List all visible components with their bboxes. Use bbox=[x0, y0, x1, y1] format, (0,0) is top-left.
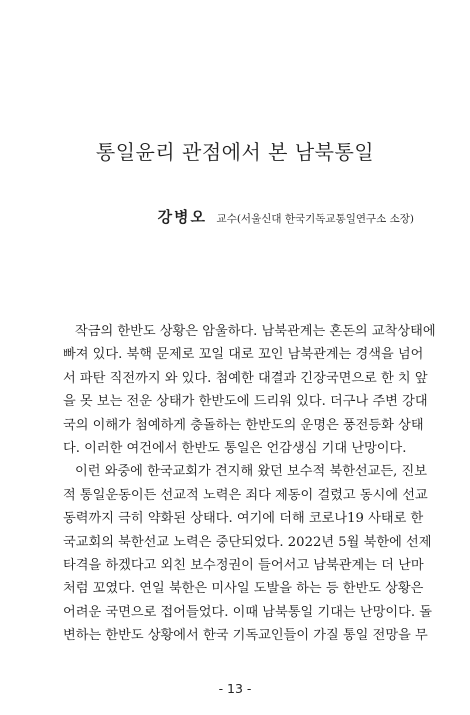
text-line: 변하는 한반도 상황에서 한국 기독교인들이 가질 통일 전망을 무 bbox=[63, 628, 428, 644]
author-name: 강병오 bbox=[157, 208, 208, 226]
text-line: 타격을 하겠다고 외친 보수정권이 들어서고 남북관계는 더 난마 bbox=[63, 558, 424, 574]
text-line: 작금의 한반도 상황은 암울하다. 남북관계는 혼돈의 교착상태에 bbox=[75, 324, 436, 339]
text-line: 국교회의 북한선교 노력은 중단되었다. 2022년 5월 북한에 선제 bbox=[63, 534, 432, 550]
page-title: 통일윤리 관점에서 본 남북통일 bbox=[95, 140, 375, 164]
text-line: 적 통일운동이든 선교적 노력은 죄다 제동이 걸렸고 동시에 선교 bbox=[63, 487, 428, 503]
text-line: 서 파탄 직전까지 와 있다. 첨예한 대결과 긴장국면으로 한 치 앞 bbox=[63, 370, 428, 386]
text-line: 동력까지 극히 약화된 상태다. 여기에 더해 코로나19 사태로 한 bbox=[63, 511, 424, 527]
text-line: 을 못 보는 전운 상태가 한반도에 드리워 있다. 더구나 주변 강대 bbox=[63, 394, 428, 410]
text-line: 처럼 꼬였다. 연일 북한은 미사일 도발을 하는 등 한반도 상황은 bbox=[63, 581, 424, 597]
text-line: 다. 이러한 여건에서 한반도 통일은 언감생심 기대 난망이다. bbox=[63, 441, 407, 457]
body-text bbox=[63, 320, 436, 648]
text-line: 이런 와중에 한국교회가 견지해 왔던 보수적 북한선교든, 진보 bbox=[75, 464, 428, 480]
text-line: 빠져 있다. 북핵 문제로 꼬일 대로 꼬인 남북관계는 경색을 넘어 bbox=[63, 347, 424, 363]
author-affiliation: 교수(서울신대 한국기독교통일연구소 소장) bbox=[216, 213, 414, 225]
text-line: 국의 이해가 첨예하게 충돌하는 한반도의 운명은 풍전등화 상태 bbox=[63, 417, 424, 433]
page-number: - 13 - bbox=[218, 681, 252, 696]
author-line bbox=[158, 206, 414, 227]
text-line: 어려운 국면으로 접어들었다. 이때 남북통일 기대는 난망이다. 돌 bbox=[63, 604, 432, 620]
